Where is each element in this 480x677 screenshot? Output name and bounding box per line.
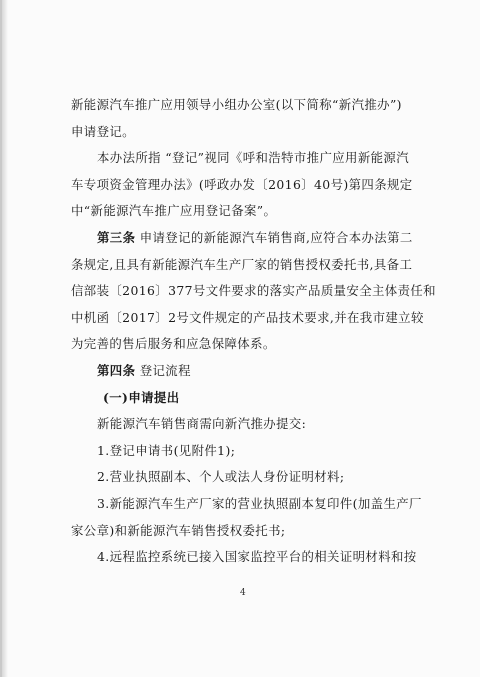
- list-item-continuation: 家公章)和新能源汽车销售授权委托书;: [71, 522, 286, 538]
- paragraph-line: 信部装〔2016〕377号文件要求的落实产品质量安全主体责任和: [71, 283, 436, 299]
- article-four-line: [71, 358, 423, 385]
- list-item: 2.营业执照副本、个人或法人身份证明材料;: [97, 469, 345, 485]
- paragraph-line: 新能源汽车推广应用领导小组办公室(以下简称“新汽推办”): [71, 97, 402, 112]
- page-number: 4: [240, 588, 246, 598]
- paragraph-line: 为完善的售后服务和应急保障体系。: [71, 336, 276, 352]
- article-four-heading: 第四条: [97, 362, 136, 378]
- subsection-heading: (一)申请提出: [103, 389, 180, 405]
- page-edge-shadow: [2, 0, 8, 677]
- section-title: 登记流程: [139, 362, 191, 378]
- document-body: [71, 92, 436, 571]
- list-item: 4.远程监控系统已接入国家监控平台的相关证明材料和按: [97, 549, 417, 565]
- article-three-line: [71, 225, 423, 252]
- list-item: 3.新能源汽车生产厂家的营业执照副本复印件(加盖生产厂: [97, 495, 422, 511]
- paragraph-line: 条规定,且具有新能源汽车生产厂家的销售授权委托书,具备工: [71, 256, 413, 272]
- paragraph-line: 中机函〔2017〕2号文件规定的产品技术要求,并在我市建立较: [71, 309, 424, 325]
- paragraph-line: 车专项资金管理办法》(呼政办发〔2016〕40号)第四条规定: [71, 176, 413, 192]
- paragraph-line: 申请登记的新能源汽车销售商,应符合本办法第二: [139, 229, 413, 245]
- paragraph-line: 中“新能源汽车推广应用登记备案”。: [71, 203, 277, 219]
- paragraph-line: 本办法所指 “登记”视同《呼和浩特市推广应用新能源汽: [97, 150, 409, 166]
- list-item: 1.登记申请书(见附件1);: [97, 442, 236, 458]
- paragraph-line: 新能源汽车销售商需向新汽推办提交:: [97, 416, 307, 432]
- paragraph-line: 申请登记。: [71, 123, 135, 139]
- article-three-heading: 第三条: [97, 229, 136, 245]
